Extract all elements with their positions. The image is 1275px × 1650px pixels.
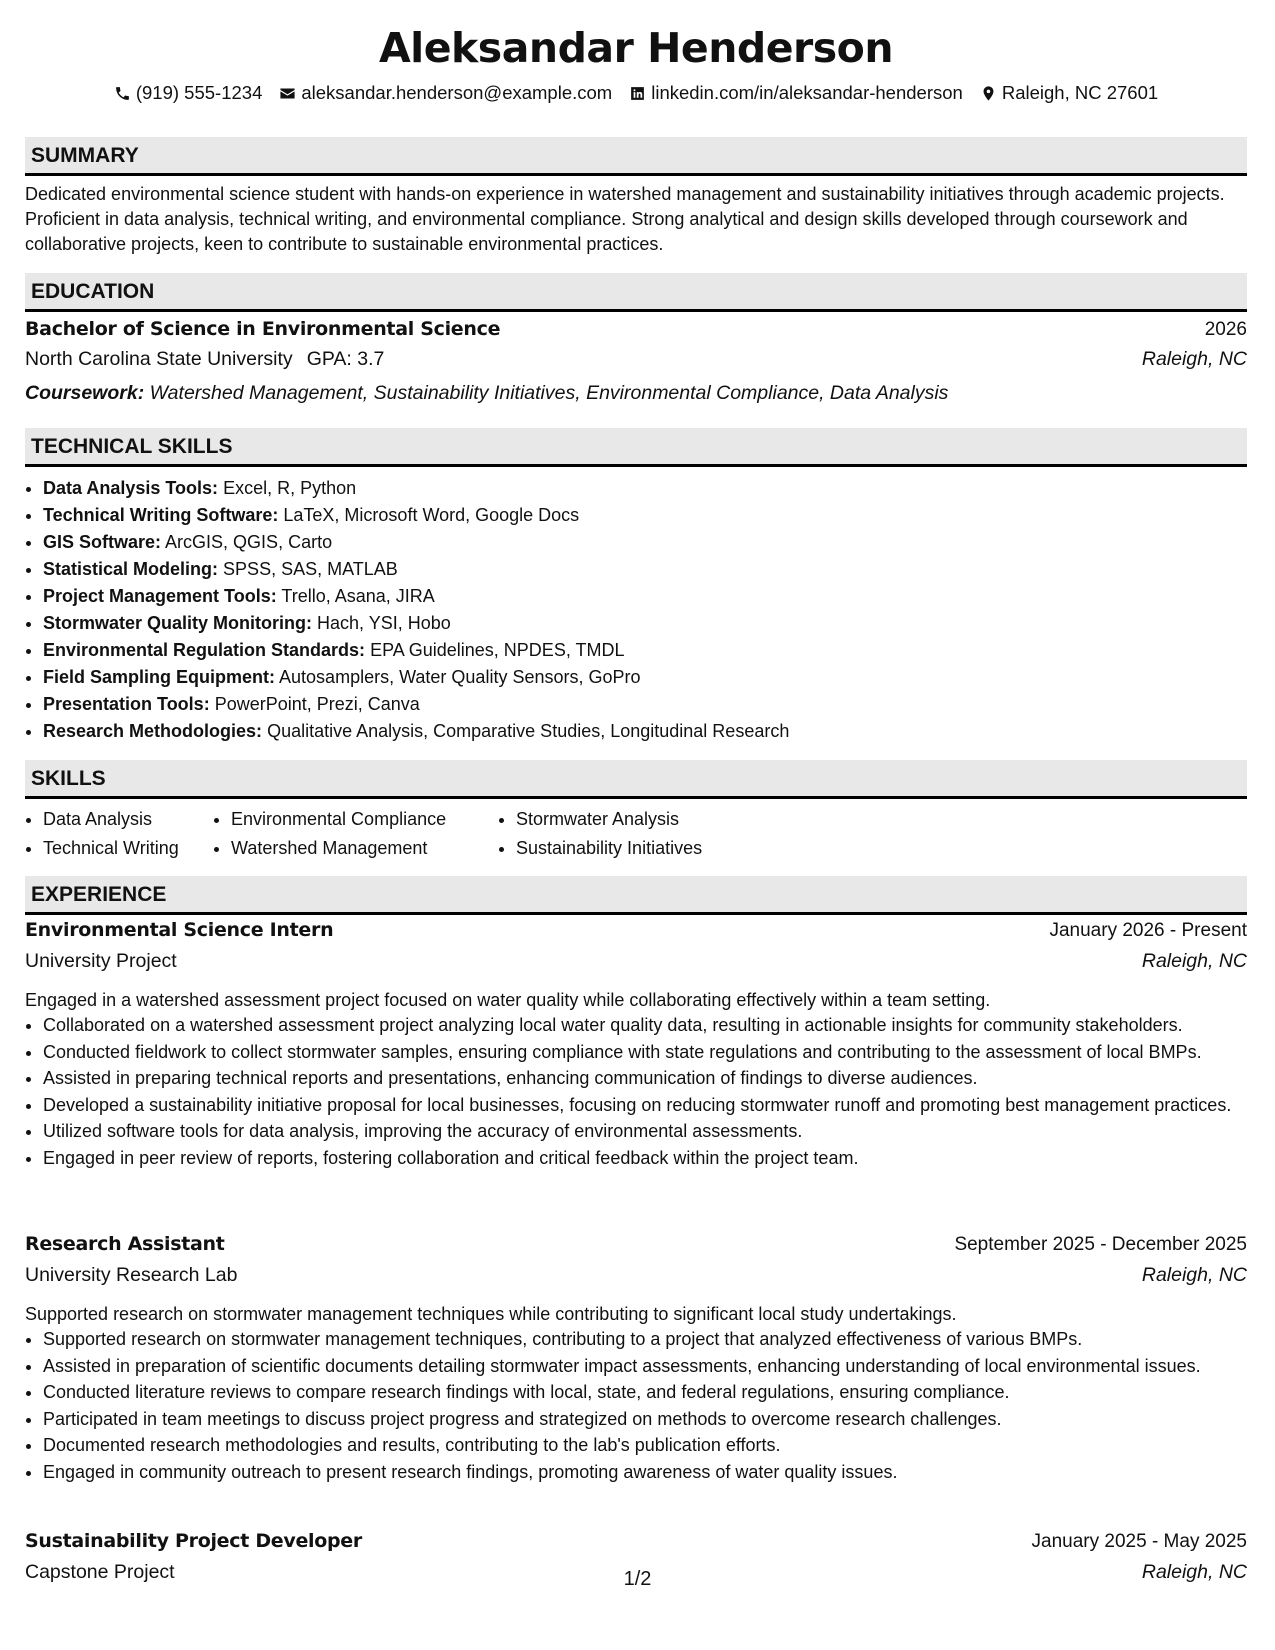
list-item: • Engaged in peer review of reports, fostering collaboration and critical feedback within the project team. xyxy=(43,1146,1247,1170)
skills-column xyxy=(213,805,498,862)
job-dates: January 2025 - May 2025 xyxy=(1031,1531,1247,1552)
linkedin-icon xyxy=(629,85,646,102)
skill-values: Trello, Asana, JIRA xyxy=(281,586,435,606)
skill-values: Hach, YSI, Hobo xyxy=(317,613,451,633)
contact-email[interactable] xyxy=(279,82,612,104)
job-title: Sustainability Project Developer xyxy=(25,1530,362,1552)
skill-values: Excel, R, Python xyxy=(223,478,357,498)
graduation-year: 2026 xyxy=(1204,319,1247,340)
phone-text: (919) 555-1234 xyxy=(135,82,263,103)
list-item: • Collaborated on a watershed assessment project analyzing local water quality data, resulting in actionable insights for community stakeholders. xyxy=(43,1013,1247,1037)
job-org: University Project xyxy=(25,950,177,972)
education-entry xyxy=(25,318,1247,408)
list-item: • Utilized software tools for data analysis, improving the accuracy of environmental assessments. xyxy=(43,1119,1247,1143)
location-text: Raleigh, NC 27601 xyxy=(1001,82,1159,103)
job-title: Environmental Science Intern xyxy=(25,919,334,941)
coursework-list: Watershed Management, Sustainability Initiatives, Environmental Compliance, Data Analysis xyxy=(149,382,949,404)
list-item: • Participated in team meetings to discuss project progress and strategized on methods to overcome research challenges. xyxy=(43,1407,1247,1431)
section-header-technical-skills: TECHNICAL SKILLS xyxy=(25,428,1247,467)
contact-linkedin[interactable] xyxy=(629,82,963,104)
skill-category: Statistical Modeling: xyxy=(43,559,219,579)
skill-values: Autosamplers, Water Quality Sensors, GoPro xyxy=(279,667,641,687)
skill-category: Data Analysis Tools: xyxy=(43,478,219,498)
section-header-experience: EXPERIENCE xyxy=(25,876,1247,915)
skill-category: Field Sampling Equipment: xyxy=(43,667,276,687)
skill-category: Presentation Tools: xyxy=(43,694,210,714)
skill-category: GIS Software: xyxy=(43,532,162,552)
list-item: • Engaged in community outreach to present research findings, promoting awareness of water quality issues. xyxy=(43,1460,1247,1484)
skill-category: Research Methodologies: xyxy=(43,721,263,741)
list-item: • Sustainability Initiatives xyxy=(516,834,776,863)
job-org: Capstone Project xyxy=(25,1561,175,1583)
list-item xyxy=(43,583,1247,610)
degree: Bachelor of Science in Environmental Science xyxy=(25,318,501,340)
list-item xyxy=(43,691,1247,718)
coursework-label: Coursework: xyxy=(25,382,145,404)
skill-category: Stormwater Quality Monitoring: xyxy=(43,613,313,633)
list-item: • Watershed Management xyxy=(231,834,498,863)
summary-text: Dedicated environmental science student with hands-on experience in watershed management and sustainability initiatives through academic projects. Proficient in data analysis, technical writing, and environmental compliance. Strong analytical and design skills developed through coursework and collaborative projects, keen to contribute to sustainable environmental practices. xyxy=(25,184,1225,254)
skill-category: Project Management Tools: xyxy=(43,586,277,606)
job-description: Supported research on stormwater management techniques while contributing to significant local study undertakings. xyxy=(25,1304,957,1324)
list-item xyxy=(43,556,1247,583)
job-dates: January 2026 - Present xyxy=(1049,920,1247,941)
coursework xyxy=(25,378,1247,408)
email-text: aleksandar.henderson@example.com xyxy=(301,82,613,103)
list-item: • Conducted fieldwork to collect stormwater samples, ensuring compliance with state regulations and contributing to the assessment of local BMPs. xyxy=(43,1040,1247,1064)
list-item xyxy=(43,475,1247,502)
linkedin-text: linkedin.com/in/aleksandar-henderson xyxy=(651,82,963,103)
job-dates: September 2025 - December 2025 xyxy=(954,1234,1247,1255)
list-item: • Stormwater Analysis xyxy=(516,805,776,834)
skill-values: EPA Guidelines, NPDES, TMDL xyxy=(370,640,625,660)
job-location: Raleigh, NC xyxy=(1141,1264,1247,1286)
list-item: • Supported research on stormwater management techniques, contributing to a project that analyzed effectiveness of various BMPs. xyxy=(43,1327,1247,1351)
section-header-skills: SKILLS xyxy=(25,760,1247,799)
technical-skills-list xyxy=(25,475,1247,745)
job-description: Engaged in a watershed assessment project focused on water quality while collaborating effectively within a team setting. xyxy=(25,990,991,1010)
phone-icon xyxy=(114,85,131,102)
list-item: • Developed a sustainability initiative proposal for local businesses, focusing on reducing stormwater runoff and promoting best management practices. xyxy=(43,1093,1247,1117)
skill-category: Technical Writing Software: xyxy=(43,505,279,525)
skill-values: PowerPoint, Prezi, Canva xyxy=(214,694,420,714)
school-name: North Carolina State University xyxy=(25,348,293,370)
school-line xyxy=(25,348,384,371)
list-item xyxy=(43,502,1247,529)
skill-values: LaTeX, Microsoft Word, Google Docs xyxy=(283,505,580,525)
contact-location xyxy=(980,82,1158,104)
list-item: • Assisted in preparing technical reports and presentations, enhancing communication of findings to diverse audiences. xyxy=(43,1066,1247,1090)
list-item xyxy=(43,718,1247,745)
job-location: Raleigh, NC xyxy=(1141,1561,1247,1583)
list-item: • Conducted literature reviews to compare research findings with local, state, and federal regulations, ensuring compliance. xyxy=(43,1380,1247,1404)
resume-page xyxy=(25,0,1247,1583)
list-item: • Documented research methodologies and results, contributing to the lab's publication efforts. xyxy=(43,1433,1247,1457)
section-header-summary: SUMMARY xyxy=(25,137,1247,176)
envelope-icon xyxy=(279,85,296,102)
section-header-education: EDUCATION xyxy=(25,273,1247,312)
list-item xyxy=(43,637,1247,664)
map-pin-icon xyxy=(980,85,997,102)
skills-column xyxy=(25,805,213,862)
school-location: Raleigh, NC xyxy=(1141,348,1247,370)
contact-row xyxy=(25,80,1247,106)
list-item: • Technical Writing xyxy=(43,834,213,863)
contact-phone[interactable] xyxy=(114,82,263,104)
list-item: • Data Analysis xyxy=(43,805,213,834)
skill-values: ArcGIS, QGIS, Carto xyxy=(165,532,333,552)
skills-column xyxy=(498,805,776,862)
experience-entry xyxy=(25,1233,1247,1486)
skills-grid xyxy=(25,805,1247,862)
list-item xyxy=(43,529,1247,556)
job-title: Research Assistant xyxy=(25,1233,225,1255)
gpa: GPA: 3.7 xyxy=(306,348,385,370)
list-item xyxy=(43,610,1247,637)
page-number: 1/2 xyxy=(623,1568,652,1590)
skill-values: SPSS, SAS, MATLAB xyxy=(223,559,398,579)
skill-values: Qualitative Analysis, Comparative Studies, Longitudinal Research xyxy=(267,721,790,741)
list-item: • Environmental Compliance xyxy=(231,805,498,834)
list-item: • Assisted in preparation of scientific documents detailing stormwater impact assessments, enhancing understanding of local environmental issues. xyxy=(43,1354,1247,1378)
list-item xyxy=(43,664,1247,691)
job-org: University Research Lab xyxy=(25,1264,238,1286)
experience-entry xyxy=(25,919,1247,1172)
job-location: Raleigh, NC xyxy=(1141,950,1247,972)
skill-category: Environmental Regulation Standards: xyxy=(43,640,366,660)
candidate-name: Aleksandar Henderson xyxy=(378,24,894,72)
